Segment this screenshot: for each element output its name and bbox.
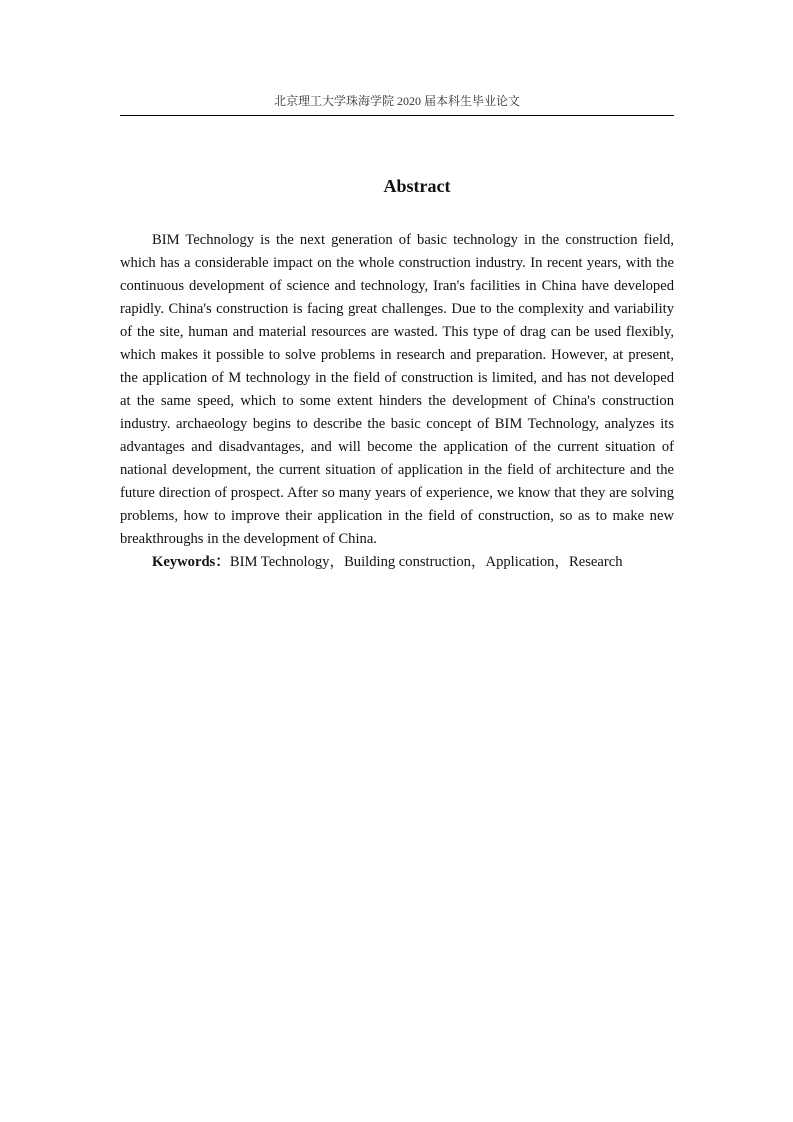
abstract-paragraph: BIM Technology is the next generation of basic technology in the construction field, which has a considerable impact on the whole construction industry. In recent years, with the continuous development of science and technology, Iran's facilities in China have developed rapidly. China's construction is facing great challenges. Due to the complexity and variability of the site, human and material resources are wasted. This type of drag can be used flexibly, which makes it possible to solve problems in research and preparation. However, at present, the application of M technology in the field of construction is limited, and has not developed at the same speed, which to some extent hinders the development of China's construction industry. archaeology begins to describe the basic concept of BIM Technology, analyzes its advantages and disadvantages, and will become the application of the current situation of national development, the current situation of application in the field of architecture and the future direction of prospect. After so many years of experience, we know that they are solving problems, how to improve their application in the field of construction, so as to make new breakthroughs in the development of China. (120, 232, 674, 547)
keywords-line (120, 551, 674, 574)
abstract-section (120, 229, 674, 574)
running-header (120, 92, 674, 116)
abstract-title: Abstract (383, 176, 451, 196)
running-header-text: 北京理工大学珠海学院 2020 届本科生毕业论文 (273, 94, 520, 108)
keywords-list: BIM Technology，Building construction，Application，Research (229, 554, 623, 570)
keywords-label: Keywords： (152, 554, 230, 570)
